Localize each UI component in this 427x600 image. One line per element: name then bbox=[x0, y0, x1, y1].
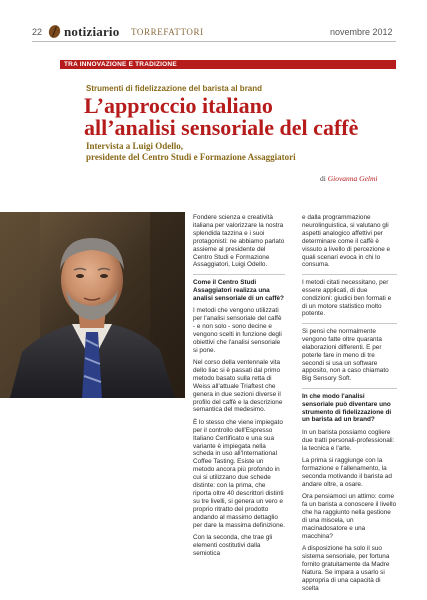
brand-subname: TORREFATTORI bbox=[131, 27, 204, 37]
body-paragraph: Ora pensiamoci un attimo: come fa un barista a conoscere il livello che ha raggiunto nella gestione di una miscela, un macinadosatore e una macchina? bbox=[302, 493, 397, 540]
body-paragraph: Nel corso della ventennale vita dello Iiac si è passati dal primo metodo basato sulla retta di Weiss all'attuale Triaftest che genera in due sezioni diverse il profilo del caffè e la descrizione semantica del medesimo. bbox=[193, 359, 283, 414]
article-column-1 bbox=[193, 214, 285, 562]
header-divider bbox=[32, 41, 396, 42]
page-number: 22 bbox=[32, 27, 43, 37]
article-subtitle-line2: presidente del Centro Studi e Formazione Assaggiatori bbox=[86, 152, 296, 162]
portrait-photo bbox=[0, 212, 185, 398]
article-title bbox=[84, 95, 404, 139]
section-label: TRA INNOVAZIONE E TRADIZIONE bbox=[64, 61, 177, 68]
question-heading: In che modo l'analisi sensoriale può diventare uno strumento di fidelizzazione di un barista ad un brand? bbox=[302, 388, 397, 425]
article-column-2 bbox=[302, 214, 397, 597]
article-title-line2: all’analisi sensoriale del caffè bbox=[84, 115, 359, 140]
byline-author: Giovanna Gelmi bbox=[327, 174, 378, 183]
body-paragraph: È lo stesso che viene impiegato per il controllo dell'Espresso Italiano Certificato e una sua variante è impiegata nella scheda in uso all'International Coffee Tasting. Esiste un metodo ancora più profondo in cui si utilizzano due schede distinte: con la prima, che riporta oltre 40 descrittori distinti su tre livelli, si genera un vero e proprio ritratto del prodotto andando al massimo dettaglio per dare la massima definizione. bbox=[193, 418, 285, 529]
article-kicker: Strumenti di fidelizzazione del barista al brand bbox=[86, 84, 263, 93]
body-paragraph: Con la seconda, che trae gli elementi costitutivi dalla semiotica bbox=[193, 534, 273, 557]
body-paragraph: Si pensi che normalmente vengono fatte oltre quaranta elaborazioni differenti. E per poterle fare in meno di tre secondi si usa un software apposito, non a caso chiamato Big Sensory Soft. bbox=[302, 327, 389, 383]
question-heading: Come il Centro Studi Assaggiatori realizza una analisi sensoriale di un caffè? bbox=[193, 274, 285, 303]
body-paragraph: In un barista possiamo cogliere due tratti personali-professionali: la tecnica e l'arte. bbox=[302, 428, 395, 452]
article-subtitle-line1: Intervista a Luigi Odello, bbox=[86, 141, 184, 151]
brand-name: notiziario bbox=[64, 24, 120, 39]
issue-date: novembre 2012 bbox=[330, 27, 393, 37]
column-divider bbox=[302, 323, 397, 324]
body-paragraph: e dalla programmazione neurolinguistica, si valutano gli aspetti analogico affettivi per determinare come il caffè è vissuto a livello di percezione e quali scenari evoca in chi lo consuma. bbox=[302, 214, 391, 269]
article-byline bbox=[320, 174, 378, 183]
coffee-bean-icon bbox=[47, 24, 62, 40]
body-paragraph: A disposizione ha solo il suo sistema sensoriale, per fortuna fornito gratuitamente da Madre Natura. Se impara a usarlo si appropria di una capacità di scelta bbox=[302, 545, 390, 592]
article-subtitle bbox=[86, 141, 386, 163]
body-paragraph: La prima si raggiunge con la formazione e l'allenamento, la seconda motivando il barista ad andare oltre, a osare. bbox=[302, 457, 392, 488]
body-paragraph: I metodi che vengono utilizzati per l'analisi sensoriale del caffè - e non solo - sono decine e vengono scelti in funzione degli obiettivi che l'analisi sensoriale si pone. bbox=[193, 307, 282, 354]
column-divider bbox=[302, 274, 397, 275]
intro-paragraph: Fondere scienza e creatività italiana per valorizzare la nostra splendida tazzina e i suoi protagonisti: ne abbiamo parlato assieme al presidente del Centro Studi e Formazione Assaggiatori, Luigi Odello. bbox=[193, 214, 285, 269]
byline-prefix: di bbox=[320, 174, 326, 183]
body-paragraph: I metodi citati necessitano, per essere applicati, di due condizioni: giudici ben formati e di un motore statistico molto potente. bbox=[302, 278, 392, 318]
article-title-line1: L’approccio italiano bbox=[84, 93, 273, 118]
